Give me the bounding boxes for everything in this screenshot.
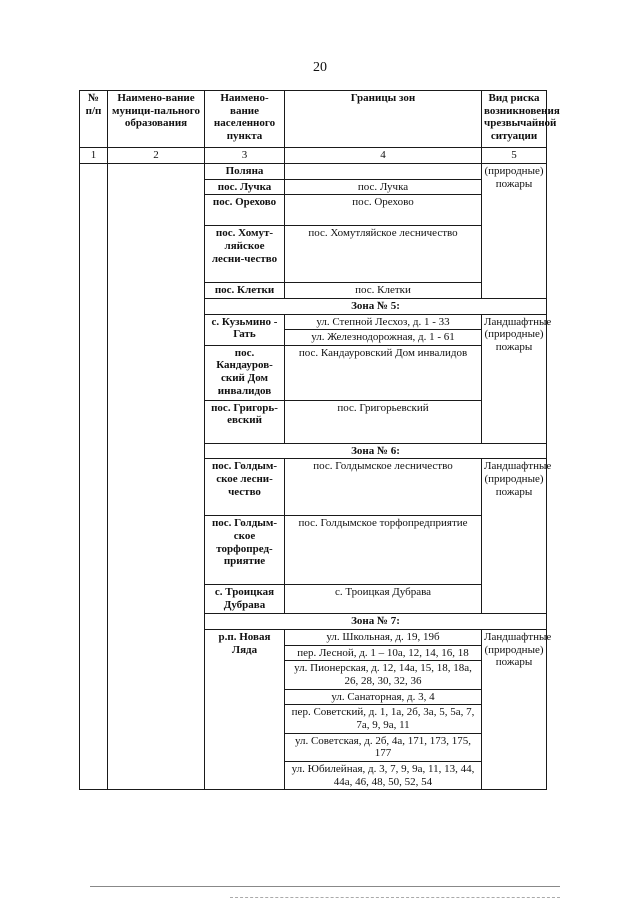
settlement-cell: с. Троицкая Дубрава: [205, 585, 285, 614]
boundary-cell: ул. Пионерская, д. 12, 14а, 15, 18, 18а, 26, 28, 30, 32, 36: [285, 661, 482, 689]
header-boundaries: Границы зон: [285, 91, 482, 148]
num-cell: [80, 164, 108, 790]
zone-title: Зона № 5:: [205, 298, 547, 314]
settlement-cell: пос. Голдым-ское лесни-чество: [205, 459, 285, 516]
zones-table: [79, 90, 560, 790]
header-row: [80, 91, 547, 148]
column-number-row: [80, 148, 547, 164]
colnum: 5: [482, 148, 547, 164]
boundary-cell: пос. Хомутляйское лесничество: [285, 226, 482, 283]
settlement-cell: пос. Григорь-евский: [205, 400, 285, 443]
boundary-cell: ул. Советская, д. 2б, 4а, 171, 173, 175, 177: [285, 733, 482, 761]
colnum: 2: [108, 148, 205, 164]
boundary-cell: пер. Советский, д. 1, 1а, 2б, 3а, 5, 5а, 7, 7а, 9, 9а, 11: [285, 705, 482, 733]
settlement-cell: Поляна: [205, 164, 285, 180]
footer-divider: [90, 886, 560, 887]
boundary-cell: ул. Юбилейная, д. 3, 7, 9, 9а, 11, 13, 44, 44а, 46, 48, 50, 52, 54: [285, 761, 482, 789]
zone-title: Зона № 6:: [205, 443, 547, 459]
table-row: [80, 164, 547, 180]
settlement-cell: пос. Хомут-ляйское лесни-чество: [205, 226, 285, 283]
boundary-cell: пос. Лучка: [285, 179, 482, 195]
header-risk: Вид риска возникновения чрезвычайной ситуации: [482, 91, 547, 148]
boundary-cell: пос. Клетки: [285, 283, 482, 299]
settlement-cell: пос. Лучка: [205, 179, 285, 195]
boundary-cell: пос. Голдымское торфопредприятие: [285, 516, 482, 585]
footer-dashed-divider: [230, 897, 560, 898]
boundary-cell: пос. Григорьевский: [285, 400, 482, 443]
settlement-cell: с. Кузьмино - Гать: [205, 314, 285, 345]
boundary-cell: пос. Орехово: [285, 195, 482, 226]
settlement-cell: р.п. Новая Ляда: [205, 630, 285, 790]
boundary-cell: пос. Голдымское лесничество: [285, 459, 482, 516]
boundary-cell: ул. Санаторная, д. 3, 4: [285, 689, 482, 705]
colnum: 3: [205, 148, 285, 164]
municipality-cell: [108, 164, 205, 790]
settlement-cell: пос. Клетки: [205, 283, 285, 299]
settlement-cell: пос. Голдым-ское торфопред-приятие: [205, 516, 285, 585]
header-municipality: Наимено-вание муници-пального образования: [108, 91, 205, 148]
risk-cell: Ландшафтные (природные) пожары: [482, 630, 547, 790]
header-settlement: Наимено-вание населенного пункта: [205, 91, 285, 148]
boundary-cell: пер. Лесной, д. 1 – 10а, 12, 14, 16, 18: [285, 645, 482, 661]
boundary-cell: [285, 164, 482, 180]
colnum: 1: [80, 148, 108, 164]
boundary-cell: ул. Школьная, д. 19, 19б: [285, 630, 482, 646]
settlement-cell: пос. Орехово: [205, 195, 285, 226]
boundary-cell: с. Троицкая Дубрава: [285, 585, 482, 614]
colnum: 4: [285, 148, 482, 164]
risk-cell: Ландшафтные (природные) пожары: [482, 314, 547, 443]
risk-cell: Ландшафтные (природные) пожары: [482, 459, 547, 614]
header-num: № п/п: [80, 91, 108, 148]
page-number: 20: [313, 60, 327, 75]
settlement-cell: пос. Кандауров-ский Дом инвалидов: [205, 345, 285, 400]
risk-cell: (природные) пожары: [482, 164, 547, 299]
boundary-cell: ул. Степной Лесхоз, д. 1 - 33: [285, 314, 482, 330]
boundary-cell: пос. Кандауровский Дом инвалидов: [285, 345, 482, 400]
boundary-cell: ул. Железнодорожная, д. 1 - 61: [285, 330, 482, 346]
zone-title: Зона № 7:: [205, 614, 547, 630]
